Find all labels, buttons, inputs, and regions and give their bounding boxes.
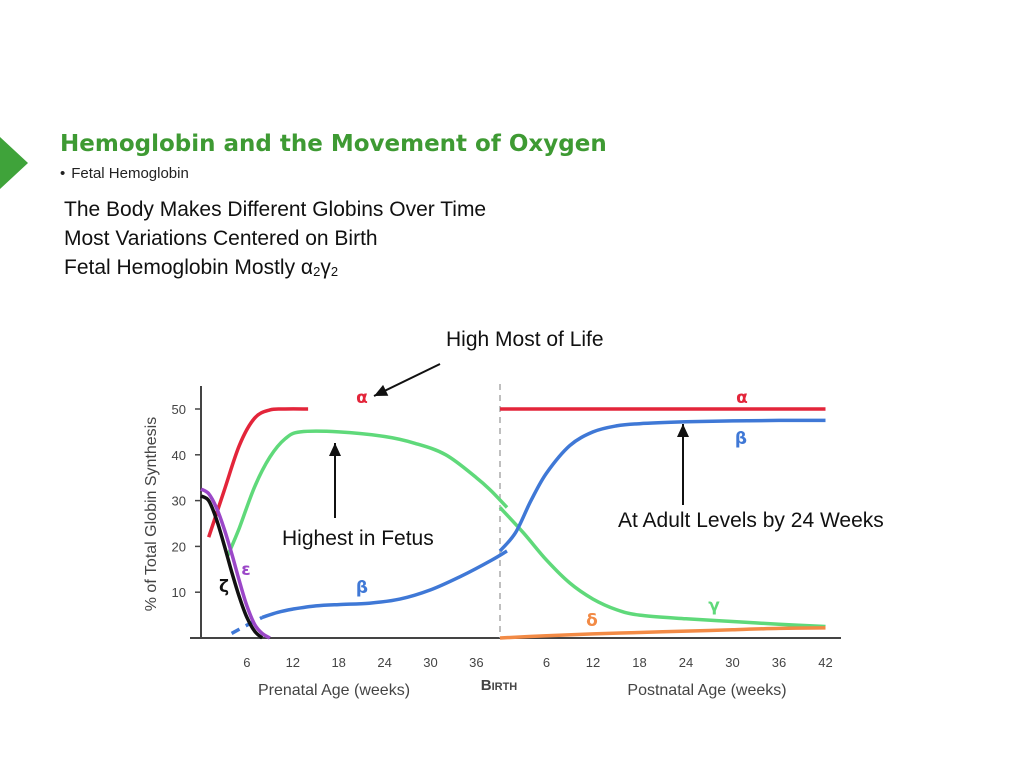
callout-arrows [329,364,689,518]
y-tick-label: 10 [171,585,186,601]
body-line-3-mid: γ [320,256,331,279]
series-line-beta-postnatal [500,420,826,551]
bullet-dot: • [60,165,66,182]
arrow-to-alpha [374,364,440,396]
series-label: δ [586,611,598,631]
plot-area [172,384,841,670]
series-label: γ [708,596,720,616]
series-line-beta-prenatal [262,551,507,617]
x-tick-label-prenatal: 36 [469,655,484,670]
callout-adult-levels: At Adult Levels by 24 Weeks [618,509,884,532]
y-axis-label: % of Total Globin Synthesis [143,416,160,612]
body-line-3-prefix: Fetal Hemoglobin Mostly α [64,256,314,279]
series-label: α [356,388,368,408]
birth-label-big: B [480,677,492,694]
x-tick-label-postnatal: 24 [678,655,694,670]
series-line-alpha-prenatal [209,409,308,537]
arrow-to-gamma-peak [329,443,341,518]
arrow-to-beta-plateau [677,424,689,505]
y-tick-label: 40 [171,447,186,463]
x-tick-label-prenatal: 12 [285,655,301,670]
series-label: β [734,429,748,449]
x-tick-label-prenatal: 24 [377,655,392,670]
series-label: α [736,388,748,408]
body-line-3-sub1: 2 [313,264,321,279]
x-tick-label-postnatal: 12 [585,655,601,670]
y-tick-label: 30 [171,493,186,509]
series-line-gamma-postnatal [500,508,826,627]
x-tick-label-postnatal: 6 [542,655,551,670]
birth-label-small: IRTH [491,681,518,693]
x-tick-label-prenatal: 6 [243,655,251,670]
callout-high-most-of-life: High Most of Life [446,328,604,351]
bullet-text: Fetal Hemoglobin [71,165,189,182]
x-tick-label-prenatal: 30 [423,655,438,670]
series-line-delta-postnatal [500,628,826,638]
y-tick-label: 50 [171,402,186,417]
x-tick-label-prenatal: 18 [331,655,346,670]
x-tick-label-postnatal: 18 [632,655,647,670]
birth-label [481,677,518,694]
series-line-zeta-prenatal [201,496,262,638]
x-tick-label-postnatal: 30 [725,655,740,670]
x-tick-label-postnatal: 42 [818,655,833,670]
series-label: ε [241,560,251,580]
arrow-to-gamma-peak-head [329,443,341,456]
body-line-2: Most Variations Centered on Birth [64,227,378,250]
x-axis-label-postnatal: Postnatal Age (weeks) [627,682,787,699]
series-line-epsilon-prenatal [201,489,270,638]
arrow-to-beta-plateau-head [677,424,689,437]
body-line-1: The Body Makes Different Globins Over Time [64,198,487,221]
body-line-3-sub2: 2 [330,264,339,279]
series-label: β [355,578,369,598]
y-tick-label: 20 [171,539,186,555]
x-axis-label-prenatal: Prenatal Age (weeks) [257,682,411,699]
slide-title: Hemoglobin and the Movement of Oxygen [60,131,607,157]
series-line-gamma-prenatal [228,431,507,555]
series-label: ζ [218,577,230,597]
x-tick-label-postnatal: 36 [771,655,787,670]
callout-highest-in-fetus: Highest in Fetus [282,527,434,550]
